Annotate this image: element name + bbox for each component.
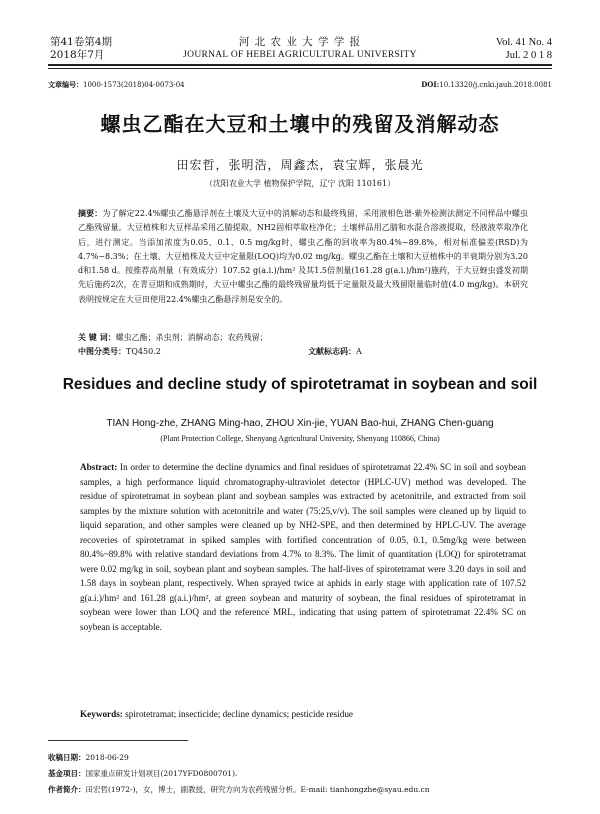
- header-rule-thick: [48, 64, 552, 66]
- received-date: [48, 752, 558, 763]
- journal-name-en: JOURNAL OF HEBEI AGRICULTURAL UNIVERSITY: [183, 50, 417, 60]
- english-abstract-label: Abstract:: [80, 462, 118, 472]
- chinese-abstract-text: 为了解定22.4%螺虫乙酯悬浮剂在土壤及大豆中的消解动态和最终残留，采用液相色谱-紫外检测法测定不同样品中螺虫乙酯残留量。大豆植株和大豆样品采用乙腈提取，NH2固相萃取柱净化；土壤样品用乙腈和水混合溶液提取，经液液萃取净化后，进行测定。当添加浓度为0.05、0.1、0.5 mg/kg时，螺虫乙酯的回收率为80.4%~89.8%，相对标准偏差(RSD)为4.7%~8.3%；在土壤、大豆植株及大豆中定量限(LOQ)均为0.02 mg/kg。螺虫乙酯在土壤和大豆植株中的半衰期分别为3.20 d和1.58 d。按推荐高剂量（有效成分）107.52 g(a.i.)/hm² 及其1.5倍剂量(161.28 g(a.i.)/hm²)施药，于大豆蚜虫盛发初期先后施药2次，在青豆期和成熟期时，大豆中螺虫乙酯的最终残留量均低于定量限及最大残留限量临时值(4.0 mg/kg)。本研究表明按规定在大豆田使用22.4%螺虫乙酯悬浮剂是安全的。: [78, 209, 528, 304]
- document-code-label: 文献标志码：: [308, 346, 356, 356]
- clc-label: 中图分类号：: [78, 346, 126, 356]
- english-keywords-text: spirotetramat; insecticide; decline dynamics; pesticide residue: [125, 709, 353, 719]
- volume-issue-cn: 第41卷第4期: [50, 36, 113, 48]
- chinese-affiliation: （沈阳农业大学 植物保护学院，辽宁 沈阳 110161）: [204, 179, 396, 188]
- chinese-keywords-label: 关 键 词：: [78, 332, 116, 342]
- fund-label: 基金项目：: [48, 769, 86, 778]
- document-code-value: A: [356, 347, 362, 356]
- fund-project: [48, 768, 558, 779]
- journal-header-right: [496, 36, 552, 62]
- author-bio-label: 作者简介：: [48, 785, 86, 794]
- english-authors: TIAN Hong-zhe, ZHANG Ming-hao, ZHOU Xin-jie, YUAN Bao-hui, ZHANG Chen-guang: [106, 418, 494, 429]
- journal-header-center: [150, 36, 450, 62]
- chinese-abstract: [78, 206, 528, 307]
- clc-number: TQ450.2: [126, 347, 161, 356]
- author-bio-value: 田宏哲(1972-)，女，博士，副教授，研究方向为农药残留分析。E-mail: tianhongzhe@syau.edu.cn: [85, 785, 430, 794]
- article-number: 1000-1573(2018)04-0073-04: [83, 81, 185, 89]
- english-affiliation: (Plant Protection College, Shenyang Agricultural University, Shenyang 110866, China): [160, 434, 440, 443]
- classification-row: [78, 346, 528, 357]
- doi-label: DOI:: [421, 80, 440, 89]
- volume-issue-en: Vol. 41 No. 4: [495, 37, 552, 48]
- english-abstract-text: In order to determine the decline dynamics and final residues of spirotetramat 22.4% SC in soil and soybean samples, a high performance liquid chromatography-ultraviolet detector (HPLC-UV) method was developed. The residue of spirotetramat in soybean plant and soybean samples was extracted by acetonitrile, and extracted from soil samples by the mixture solution with acetonitrile and water (75:25,v/v). The soil samples were cleaned up by liquid to liquid separation, and other samples were cleaned up by NH2-SPE, and then determined by HPLC-UV. The average recoveries of spirotetramat in spiked samples with fortified concentration of 0.05, 0.1, 0.5mg/kg were between 80.4%~89.8% with relative standard deviations from 4.7% to 8.3%. The limit of quantitation (LOQ) for spirotetramat were 0.02 mg/kg in soil, soybean plant and soybean samples. The half-lives of spirotetramat were 3.20 days in soil and 1.58 days in soybean plant, respectively. When sprayed twice at aphids in early stage with application rate of 107.52 g(a.i.)/hm² and 161.28 g(a.i.)/hm², at green soybean and maturity of soybean, the final residues of spirotetramat in soybean were lower than LOQ and the reference MRL, indicating that using pattern of spirotetramat 22.4% SC on soybean is acceptable.: [80, 462, 526, 633]
- chinese-keywords: [78, 330, 528, 345]
- english-keywords: [80, 709, 526, 719]
- fund-value: 国家重点研发计划项目(2017YFD0800701).: [85, 769, 238, 778]
- footnote-rule: [48, 740, 188, 741]
- chinese-keywords-text: 螺虫乙酯；杀虫剂；消解动态；农药残留；: [115, 333, 268, 342]
- doi: [421, 80, 552, 89]
- header-rule-thin: [48, 68, 552, 69]
- english-title: Residues and decline study of spirotetramat in soybean and soil: [62, 376, 538, 393]
- english-keywords-label: Keywords:: [80, 709, 123, 719]
- received-value: 2018-06-29: [85, 753, 129, 762]
- doi-value: 10.13320/j.cnki.jauh.2018.0081: [439, 81, 552, 89]
- journal-header-left: [50, 36, 112, 62]
- article-number-label: 文章编号：: [48, 80, 83, 89]
- document-code: [308, 346, 362, 357]
- chinese-authors: 田宏哲，张明浩，周鑫杰，袁宝辉，张晨光: [176, 158, 424, 172]
- author-bio: [48, 784, 558, 795]
- journal-name-cn: 河 北 农 业 大 学 学 报: [238, 36, 362, 48]
- chinese-title: 螺虫乙酯在大豆和土壤中的残留及消解动态: [100, 112, 500, 136]
- chinese-abstract-label: 摘要：: [78, 208, 103, 218]
- article-meta-row: [48, 80, 552, 90]
- date-en: Jul. 2 0 1 8: [505, 50, 552, 61]
- date-cn: 2018年7月: [50, 49, 105, 61]
- english-abstract: [80, 460, 526, 635]
- received-label: 收稿日期：: [48, 753, 86, 762]
